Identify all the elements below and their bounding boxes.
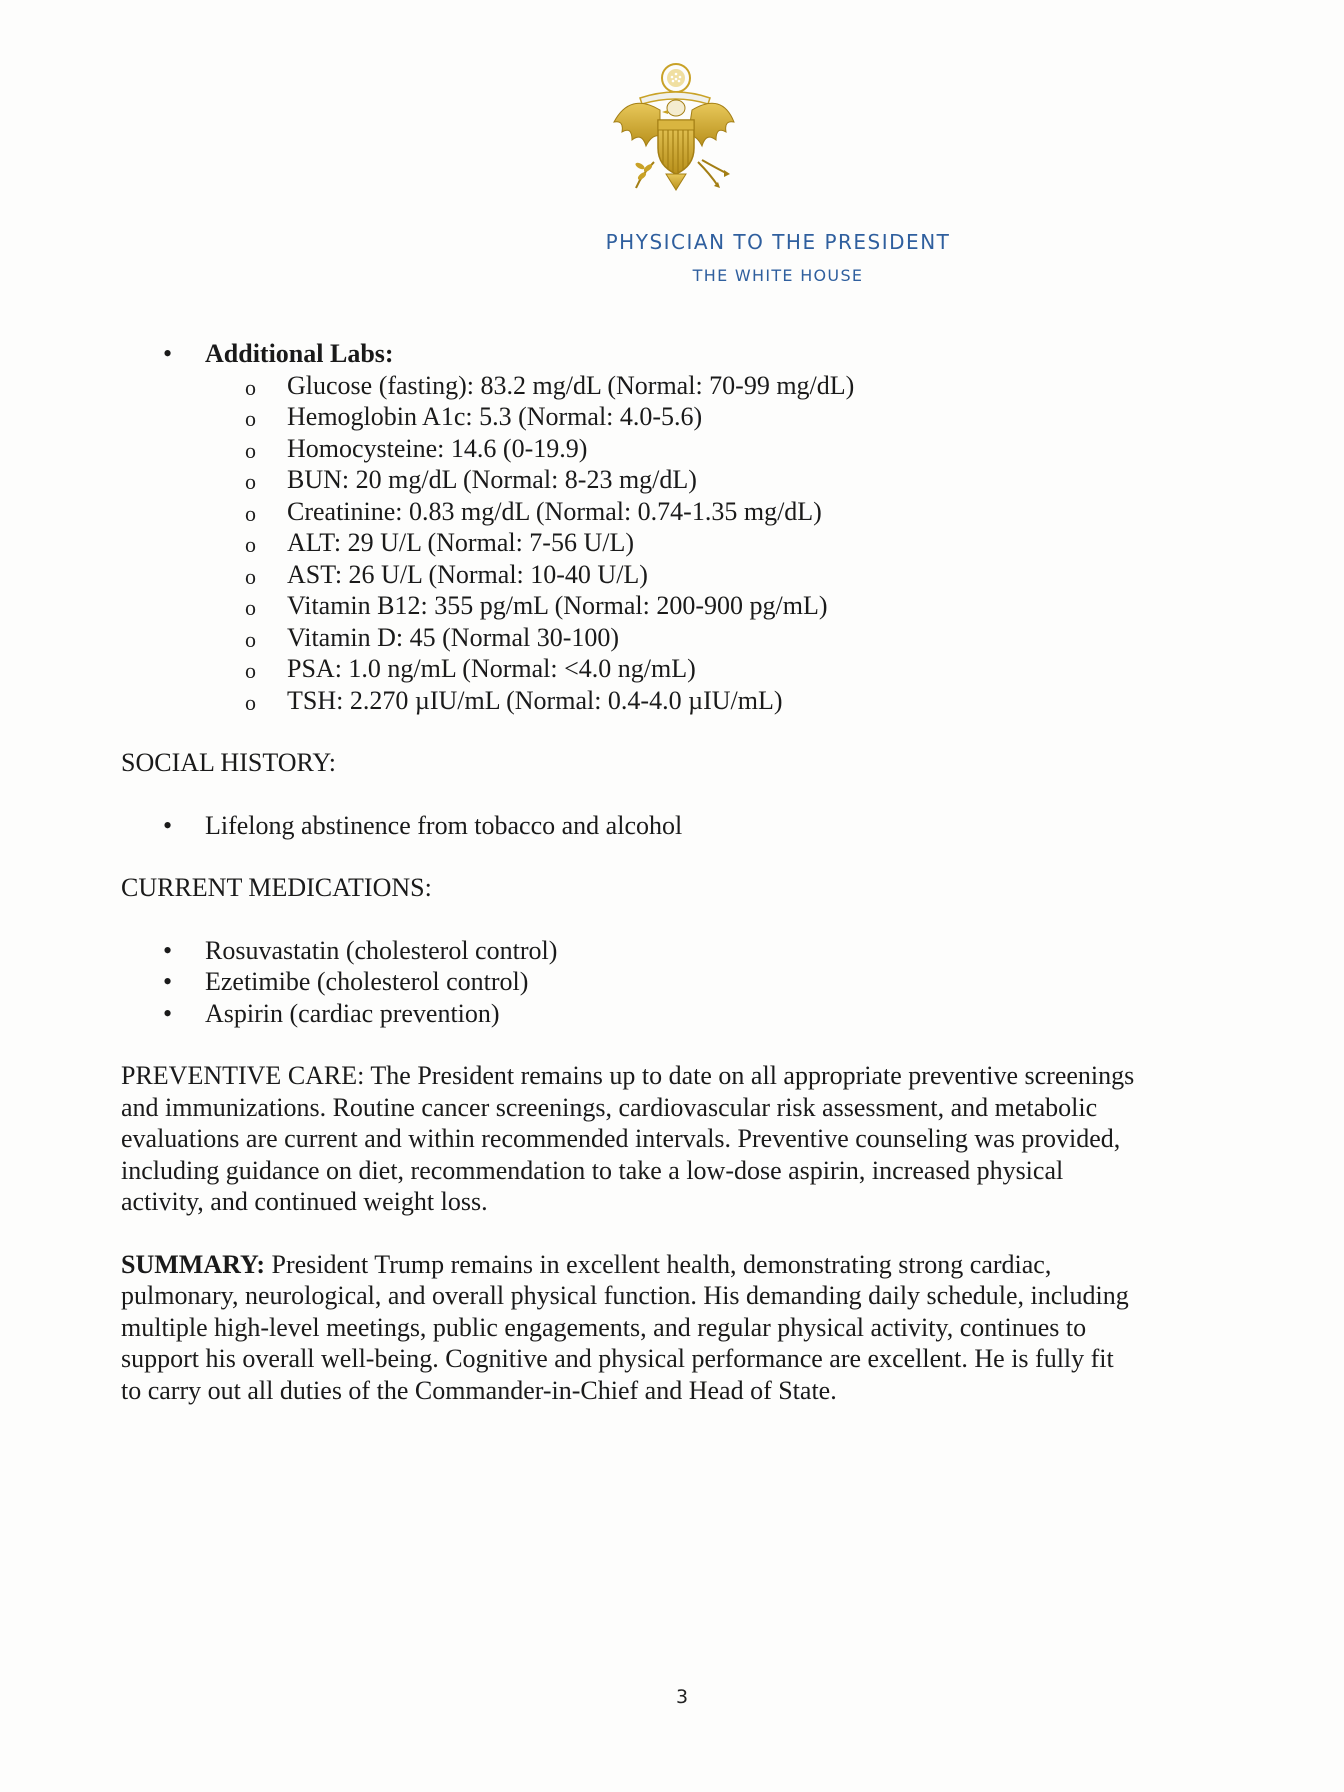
paragraph-line: support his overall well-being. Cognitive and physical performance are excellent. He is fully fit — [121, 1344, 1114, 1373]
sub-bullet: o — [245, 437, 256, 463]
list-item — [121, 685, 1231, 717]
summary-label: SUMMARY: — [121, 1249, 266, 1279]
medications-heading: CURRENT MEDICATIONS: — [121, 873, 432, 902]
labs-list — [121, 370, 1231, 717]
lab-value: Glucose (fasting): 83.2 mg/dL (Normal: 70-99 mg/dL) — [287, 370, 855, 400]
lab-value: AST: 26 U/L (Normal: 10-40 U/L) — [287, 559, 648, 589]
list-item — [121, 370, 1231, 402]
sub-bullet: o — [245, 626, 256, 652]
page-number: 3 — [675, 1686, 689, 1708]
sub-bullet: o — [245, 406, 256, 431]
letterhead-title: PHYSICIAN TO THE PRESIDENT — [605, 230, 951, 254]
bullet-dot: • — [163, 967, 173, 996]
list-item — [121, 464, 1231, 496]
lab-value: BUN: 20 mg/dL (Normal: 8-23 mg/dL) — [287, 465, 697, 494]
bullet-dot: • — [163, 935, 173, 965]
medication-item: Ezetimibe (cholesterol control) — [205, 967, 529, 996]
list-item — [121, 998, 1231, 1030]
social-history-heading: SOCIAL HISTORY: — [121, 748, 337, 777]
letterhead-subtitle: THE WHITE HOUSE — [692, 266, 864, 285]
paragraph-line: including guidance on diet, recommendation to take a low-dose aspirin, increased physical — [121, 1155, 1064, 1185]
medication-item: Aspirin (cardiac prevention) — [205, 998, 500, 1028]
list-item — [121, 559, 1231, 591]
list-item — [121, 401, 1231, 433]
presidential-seal-icon — [610, 62, 736, 197]
medication-item: Rosuvastatin (cholesterol control) — [205, 935, 558, 965]
sub-bullet: o — [245, 532, 256, 557]
paragraph-line: PREVENTIVE CARE: The President remains up to date on all appropriate preventive screenings — [121, 1061, 1135, 1090]
sub-bullet: o — [245, 374, 256, 400]
sub-bullet: o — [245, 500, 256, 526]
bullet-dot: • — [163, 339, 173, 368]
lab-value: TSH: 2.270 µIU/mL (Normal: 0.4-4.0 µIU/mL) — [287, 685, 783, 715]
lab-value: Hemoglobin A1c: 5.3 (Normal: 4.0-5.6) — [287, 402, 703, 431]
sub-bullet: o — [245, 469, 256, 494]
paragraph-line: evaluations are current and within recommended intervals. Preventive counseling was provided, — [121, 1124, 1121, 1153]
paragraph-line: pulmonary, neurological, and overall physical function. His demanding daily schedule, including — [121, 1281, 1129, 1310]
document-body — [121, 338, 1231, 1406]
paragraph-line: to carry out all duties of the Commander-in-Chief and Head of State. — [121, 1375, 837, 1405]
lab-value: Creatinine: 0.83 mg/dL (Normal: 0.74-1.35 mg/dL) — [287, 496, 822, 526]
summary-paragraph — [121, 1249, 1231, 1407]
paragraph-line: multiple high-level meetings, public engagements, and regular physical activity, continues to — [121, 1312, 1087, 1342]
summary-first-line: President Trump remains in excellent health, demonstrating strong cardiac, — [265, 1249, 1052, 1279]
list-item — [121, 935, 1231, 967]
paragraph-line: activity, and continued weight loss. — [121, 1187, 488, 1216]
list-item — [121, 966, 1231, 998]
list-item — [121, 527, 1231, 559]
sub-bullet: o — [245, 595, 256, 620]
list-item — [121, 622, 1231, 654]
paragraph-line — [121, 1249, 1231, 1281]
list-item — [121, 433, 1231, 465]
lab-value: Homocysteine: 14.6 (0-19.9) — [287, 433, 588, 463]
lab-value: Vitamin D: 45 (Normal 30-100) — [287, 622, 620, 652]
sub-bullet: o — [245, 563, 256, 589]
sub-bullet: o — [245, 689, 256, 715]
paragraph-line: and immunizations. Routine cancer screenings, cardiovascular risk assessment, and metabolic — [121, 1092, 1098, 1122]
lab-value: PSA: 1.0 ng/mL (Normal: <4.0 ng/mL) — [287, 654, 696, 683]
bullet-dot: • — [163, 998, 173, 1028]
labs-section — [121, 338, 1231, 370]
list-item — [121, 653, 1231, 685]
sub-bullet: o — [245, 658, 256, 683]
social-history-item: Lifelong abstinence from tobacco and alcohol — [205, 810, 683, 840]
list-item — [121, 590, 1231, 622]
lab-value: ALT: 29 U/L (Normal: 7-56 U/L) — [287, 528, 635, 557]
list-item — [121, 810, 1231, 842]
preventive-care-paragraph — [121, 1060, 1231, 1218]
labs-heading: Additional Labs: — [205, 339, 394, 368]
list-item — [121, 496, 1231, 528]
bullet-dot: • — [163, 810, 173, 840]
lab-value: Vitamin B12: 355 pg/mL (Normal: 200-900 pg/mL) — [287, 591, 828, 620]
